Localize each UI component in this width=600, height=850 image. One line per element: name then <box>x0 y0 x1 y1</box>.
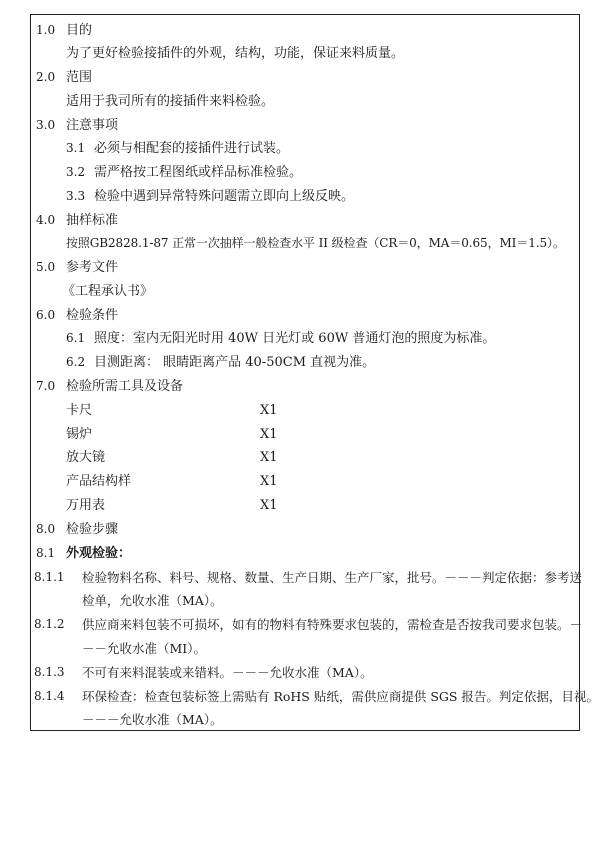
subsection-8-1-title: 外观检验： <box>66 546 132 561</box>
tool-name: 万用表 <box>66 498 106 513</box>
item-6-2-text: 目测距离： 眼睛距离产品 40-50CM 直视为准。 <box>94 355 376 370</box>
section-3-number: 3.0 <box>36 118 56 132</box>
tool-qty: X1 <box>260 498 278 513</box>
section-2-body: 适用于我司所有的接插件来料检验。 <box>66 94 275 109</box>
section-4-title: 抽样标准 <box>66 213 119 228</box>
section-4-body: 按照GB2828.1-87 正常一次抽样一般检查水平 II 级检查（CR＝0，MA＝0.65，MI＝1.5）。 <box>66 236 565 250</box>
section-1-title: 目的 <box>66 23 93 38</box>
section-5-number: 5.0 <box>36 260 56 274</box>
step-number: 8.1.4 <box>34 689 65 703</box>
step-number: 8.1.2 <box>34 617 65 631</box>
item-3-1-number: 3.1 <box>66 141 86 155</box>
tool-qty: X1 <box>260 450 278 465</box>
tool-qty: X1 <box>260 427 278 442</box>
section-8-title: 检验步骤 <box>66 522 119 537</box>
tool-qty: X1 <box>260 403 278 418</box>
item-6-1-text: 照度：室内无阳光时用 40W 日光灯或 60W 普通灯泡的照度为标准。 <box>94 331 496 346</box>
section-1-number: 1.0 <box>36 23 56 37</box>
section-5-title: 参考文件 <box>66 260 119 275</box>
section-8-number: 8.0 <box>36 522 56 536</box>
item-3-2-number: 3.2 <box>66 165 86 179</box>
tool-name: 卡尺 <box>66 403 93 418</box>
item-3-3-text: 检验中遇到异常特殊问题需立即向上级反映。 <box>94 189 355 204</box>
step-text: 不可有来料混装或来错料。－－－允收水准（MA）。 <box>82 665 373 680</box>
step-text: 检单，允收水准（MA）。 <box>82 593 223 608</box>
tool-name: 锡炉 <box>66 427 93 442</box>
item-6-1-number: 6.1 <box>66 331 86 345</box>
section-6-title: 检验条件 <box>66 308 119 323</box>
step-text: 供应商来料包装不可损坏，如有的物料有特殊要求包装的，需检查是否按我司要求包装。－ <box>82 617 583 632</box>
section-1-body: 为了更好检验接插件的外观，结构，功能，保证来料质量。 <box>66 46 405 61</box>
section-3-title: 注意事项 <box>66 118 119 133</box>
step-text: 环保检查：检查包装标签上需贴有 RoHS 贴纸，需供应商提供 SGS 报告。判定依据，目视。 <box>82 689 599 704</box>
section-7-title: 检验所需工具及设备 <box>66 379 184 394</box>
step-text: －－允收水准（MI）。 <box>82 641 206 656</box>
tool-name: 产品结构样 <box>66 474 132 489</box>
item-3-2-text: 需严格按工程图纸或样品标准检验。 <box>94 165 303 180</box>
step-text: －－－允收水准（MA）。 <box>82 712 223 727</box>
section-4-number: 4.0 <box>36 213 56 227</box>
item-3-1-text: 必须与相配套的接插件进行试装。 <box>94 141 290 156</box>
tool-name: 放大镜 <box>66 450 106 465</box>
section-5-body: 《工程承认书》 <box>62 284 154 299</box>
item-3-3-number: 3.3 <box>66 189 86 203</box>
section-2-title: 范围 <box>66 70 93 85</box>
step-text: 检验物料名称、料号、规格、数量、生产日期、生产厂家，批号。－－－判定依据：参考送 <box>82 570 583 585</box>
subsection-8-1-number: 8.1 <box>36 546 56 560</box>
item-6-2-number: 6.2 <box>66 355 86 369</box>
section-7-number: 7.0 <box>36 379 56 393</box>
section-2-number: 2.0 <box>36 70 56 84</box>
tool-qty: X1 <box>260 474 278 489</box>
section-6-number: 6.0 <box>36 308 56 322</box>
step-number: 8.1.1 <box>34 570 65 584</box>
step-number: 8.1.3 <box>34 665 65 679</box>
